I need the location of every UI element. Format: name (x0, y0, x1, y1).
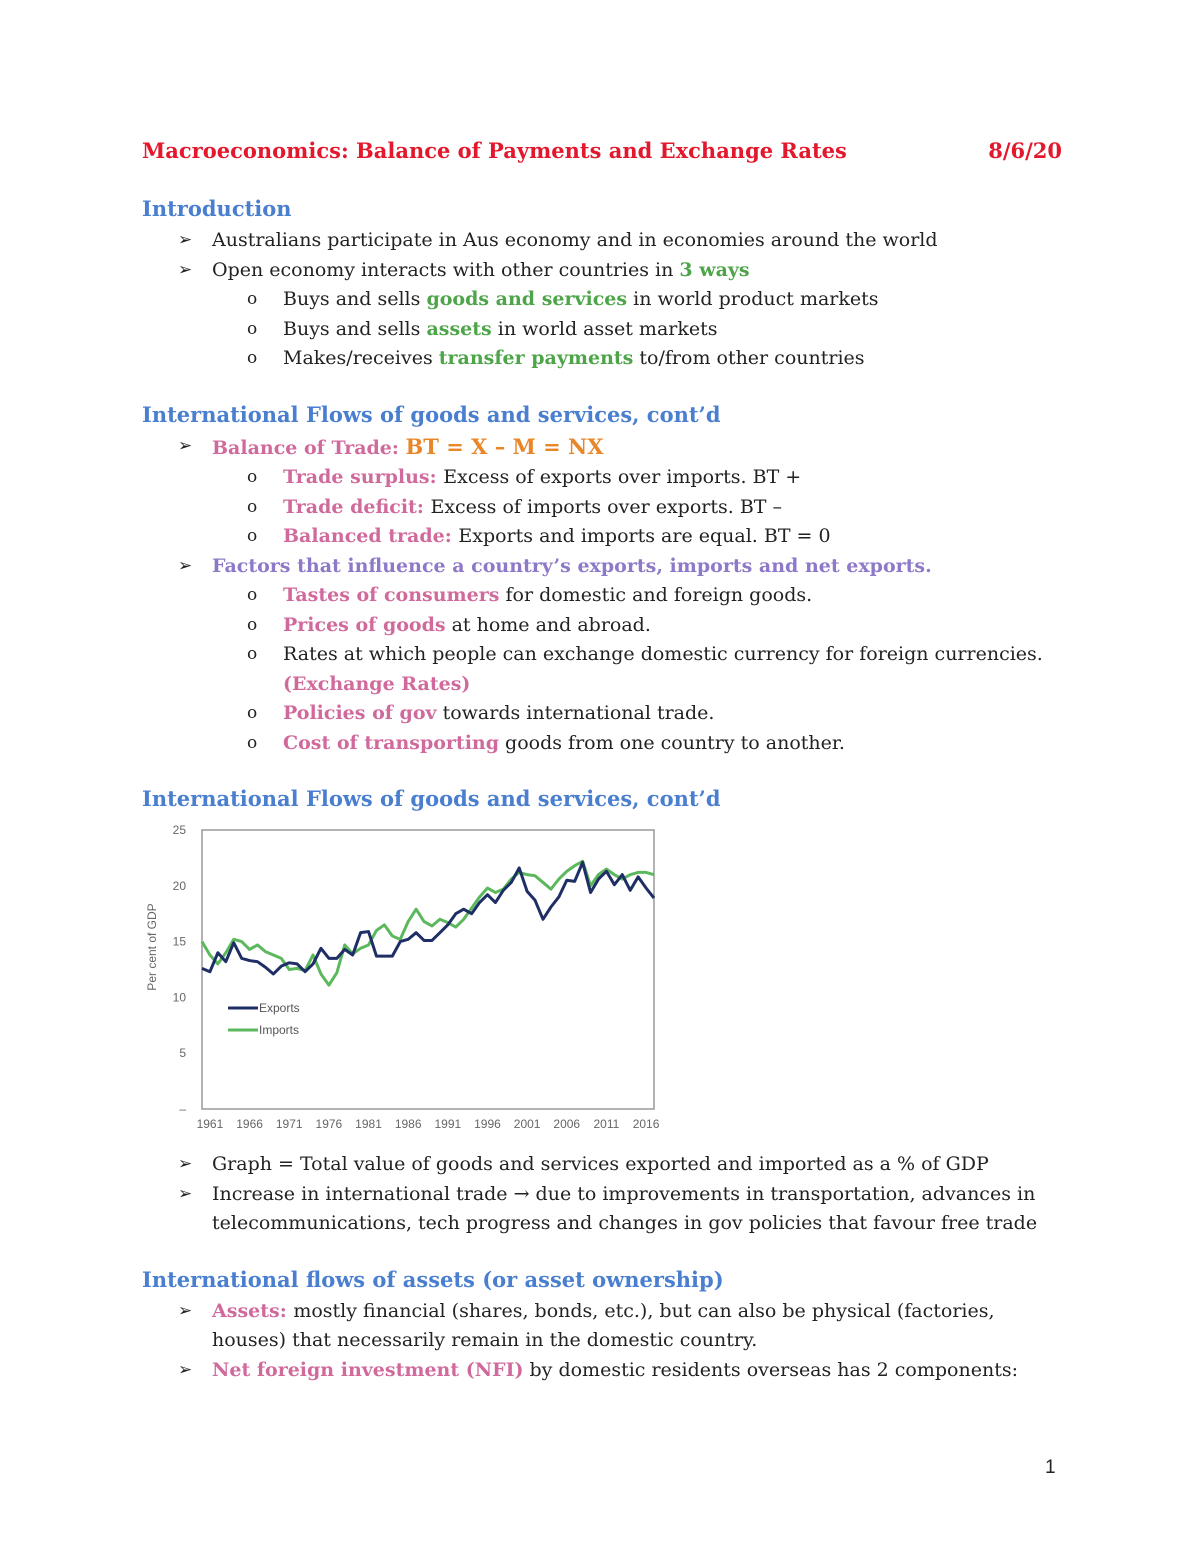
y-tick-label: – (179, 1102, 186, 1116)
y-tick-label: 10 (172, 990, 186, 1005)
trade-chart (142, 822, 682, 1142)
section-heading-flows-chart: International Flows of goods and services, cont’d (142, 786, 721, 811)
arrowhead-bullet-icon: ➢ (178, 259, 193, 280)
chart-lines (202, 861, 654, 985)
arrowhead-bullet-icon: ➢ (178, 1154, 193, 1174)
list-item: ➢ Balance of Trade: BT = X – M = NX o Trade surplus: Excess of exports over imports. BT + o Trade deficit: Excess of imports over exports. BT – o Balanced trade: Exports and imports are equal. BT = 0 (142, 432, 1062, 552)
list-item: ➢ Net foreign investment (NFI) by domestic residents overseas has 2 components: (142, 1356, 1062, 1386)
list-item: o Buys and sells goods and services in world product markets (142, 285, 1062, 315)
document-title: Macroeconomics: Balance of Payments and Exchange Rates (142, 138, 847, 163)
y-tick-labels (173, 823, 187, 1116)
intro-list (142, 226, 1062, 374)
hollow-circle-bullet-icon: o (247, 644, 258, 664)
trade-sublist (212, 463, 1062, 552)
hollow-circle-bullet-icon: o (247, 526, 258, 546)
x-tick-label: 1996 (474, 1117, 501, 1131)
series-line-exports (202, 862, 654, 974)
arrowhead-bullet-icon: ➢ (178, 230, 193, 250)
x-tick-label: 2001 (513, 1117, 541, 1131)
x-tick-label: 1991 (434, 1117, 462, 1131)
hollow-circle-bullet-icon: o (247, 318, 258, 339)
list-item: o Makes/receives transfer payments to/from other countries (142, 344, 1062, 374)
list-item: o Trade surplus: Excess of exports over imports. BT + (142, 463, 1062, 493)
section-heading-introduction: Introduction (142, 196, 292, 221)
list-item: o Cost of transporting goods from one country to another. (142, 729, 1062, 759)
intro-sublist (212, 285, 1062, 374)
arrowhead-bullet-icon: ➢ (178, 435, 193, 456)
list-item: ➢ Open economy interacts with other countries in 3 ways o Buys and sells goods and services in world product markets o Buys and sells assets in world asset markets o Makes/receives transfer payments to/from other countries (142, 256, 1062, 374)
document-date: 8/6/20 (988, 138, 1062, 163)
x-tick-label: 2011 (593, 1117, 620, 1131)
list-item: o Tastes of consumers for domestic and foreign goods. (142, 581, 1062, 611)
y-tick-label: 15 (172, 934, 186, 949)
x-tick-labels (197, 1117, 660, 1131)
hollow-circle-bullet-icon: o (247, 703, 258, 723)
chart-legend (228, 1001, 300, 1037)
document-page (142, 138, 1062, 1385)
x-tick-label: 2006 (553, 1117, 581, 1131)
hollow-circle-bullet-icon: o (247, 585, 258, 605)
x-tick-label: 1966 (236, 1117, 263, 1131)
hollow-circle-bullet-icon: o (247, 496, 258, 517)
list-item: o Balanced trade: Exports and imports are equal. BT = 0 (142, 522, 1062, 552)
x-tick-label: 1961 (196, 1117, 224, 1131)
trade-chart-svg (142, 822, 682, 1142)
arrowhead-bullet-icon: ➢ (178, 1359, 193, 1380)
y-axis-label: Per cent of GDP (145, 903, 159, 991)
factors-sublist (212, 581, 1062, 758)
list-item: ➢ Increase in international trade → due to improvements in transportation, advances in telecommunications, tech progress and changes in gov policies that favour free trade (142, 1180, 1062, 1239)
assets-list (142, 1297, 1062, 1386)
list-item: ➢ Australians participate in Aus economy and in economies around the world (142, 226, 1062, 256)
list-item: o Prices of goods at home and abroad. (142, 611, 1062, 641)
list-item: ➢ Factors that influence a country’s exports, imports and net exports. o Tastes of consumers for domestic and foreign goods. o Prices of goods at home and abroad. o Rates at which people can exchange domestic currency for foreign currencies. (Exchange Rates) o Policies of gov towards international trade. o Cost of transporting goods from one country to another. (142, 552, 1062, 759)
hollow-circle-bullet-icon: o (247, 467, 258, 487)
page-number: 1 (1045, 1457, 1056, 1478)
list-item: o Policies of gov towards international trade. (142, 699, 1062, 729)
arrowhead-bullet-icon: ➢ (178, 555, 193, 576)
legend-label: Imports (259, 1023, 300, 1037)
list-item: o Rates at which people can exchange domestic currency for foreign currencies. (Exchange Rates) (142, 640, 1062, 699)
y-tick-label: 5 (179, 1046, 186, 1061)
hollow-circle-bullet-icon: o (247, 348, 258, 368)
x-tick-label: 1971 (275, 1117, 303, 1131)
y-tick-label: 25 (172, 823, 186, 837)
y-tick-label: 20 (172, 878, 186, 893)
list-item: o Trade deficit: Excess of imports over exports. BT – (142, 493, 1062, 523)
legend-label: Exports (259, 1001, 300, 1015)
graph-notes-list (142, 1150, 1062, 1239)
list-item: ➢ Graph = Total value of goods and services exported and imported as a % of GDP (142, 1150, 1062, 1180)
x-tick-label: 1976 (315, 1117, 343, 1131)
section-heading-assets: International flows of assets (or asset ownership) (142, 1266, 724, 1292)
x-tick-label: 1986 (394, 1117, 422, 1131)
x-tick-label: 2016 (632, 1117, 660, 1131)
hollow-circle-bullet-icon: o (247, 614, 258, 635)
x-tick-label: 1981 (355, 1117, 382, 1131)
flows-list (142, 432, 1062, 759)
hollow-circle-bullet-icon: o (247, 732, 258, 753)
list-item: o Buys and sells assets in world asset markets (142, 315, 1062, 345)
arrowhead-bullet-icon: ➢ (178, 1300, 193, 1321)
section-heading-flows: International Flows of goods and services, cont’d (142, 401, 721, 427)
list-item: ➢ Assets: mostly financial (shares, bonds, etc.), but can also be physical (factories, houses) that necessarily remain in the domestic country. (142, 1297, 1062, 1356)
title-row (142, 138, 1062, 172)
hollow-circle-bullet-icon: o (247, 289, 258, 309)
arrowhead-bullet-icon: ➢ (178, 1183, 193, 1204)
